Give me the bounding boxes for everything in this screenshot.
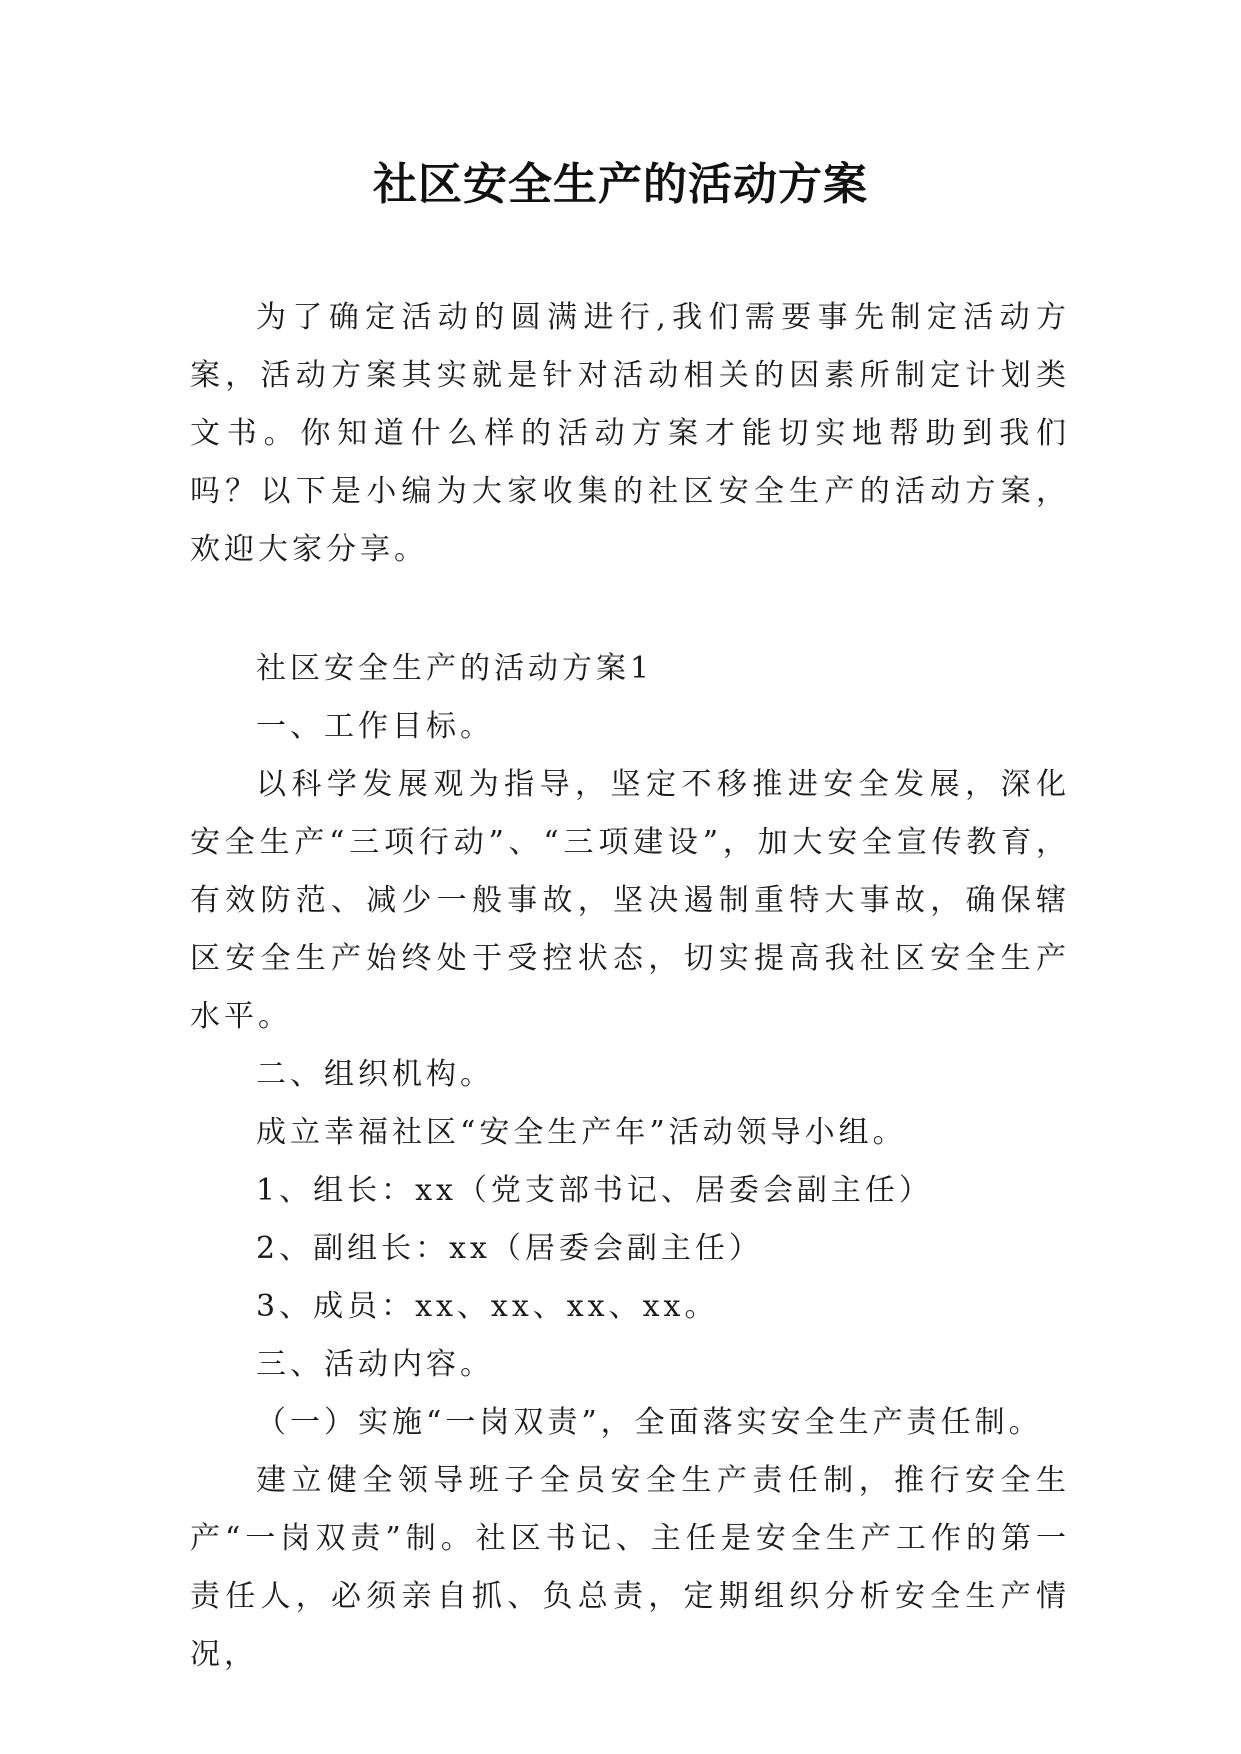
document-body: [190, 289, 1070, 1684]
subheading-one-post-two-duties: （一）实施“一岗双责”，全面落实安全生产责任制。: [256, 1405, 1043, 1440]
heading-activity-content: 三、活动内容。: [256, 1347, 494, 1382]
heading-work-goals: 一、工作目标。: [256, 709, 494, 744]
page-title: 社区安全生产的活动方案: [373, 159, 868, 210]
heading-organization: 二、组织机构。: [256, 1057, 494, 1092]
list-item-deputy-leader: 2、副组长：xx（居委会副主任）: [256, 1231, 763, 1266]
intro-paragraph: 为了确定活动的圆满进行,我们需要事先制定活动方案，活动方案其实就是针对活动相关的因素所制定计划类文书。你知道什么样的活动方案才能切实地帮助到我们吗？以下是小编为大家收集的社区安全生产的活动方案，欢迎大家分享。: [190, 300, 1070, 567]
paragraph-responsibility-system: 建立健全领导班子全员安全生产责任制，推行安全生产“一岗双责”制。社区书记、主任是安全生产工作的第一责任人，必须亲自抓、负总责，定期组织分析安全生产情况，: [190, 1463, 1070, 1672]
list-item-members: 3、成员：xx、xx、xx、xx。: [256, 1289, 719, 1324]
list-item-group-leader: 1、组长：xx（党支部书记、居委会副主任）: [256, 1173, 933, 1208]
paragraph-leading-group: 成立幸福社区“安全生产年”活动领导小组。: [256, 1115, 907, 1150]
paragraph-work-goals: 以科学发展观为指导，坚定不移推进安全发展，深化安全生产“三项行动”、“三项建设”，加大安全宣传教育，有效防范、减少一般事故，坚决遏制重特大事故，确保辖区安全生产始终处于受控状态，切实提高我社区安全生产水平。: [190, 767, 1070, 1034]
section-heading-plan-1: 社区安全生产的活动方案1: [256, 651, 654, 686]
